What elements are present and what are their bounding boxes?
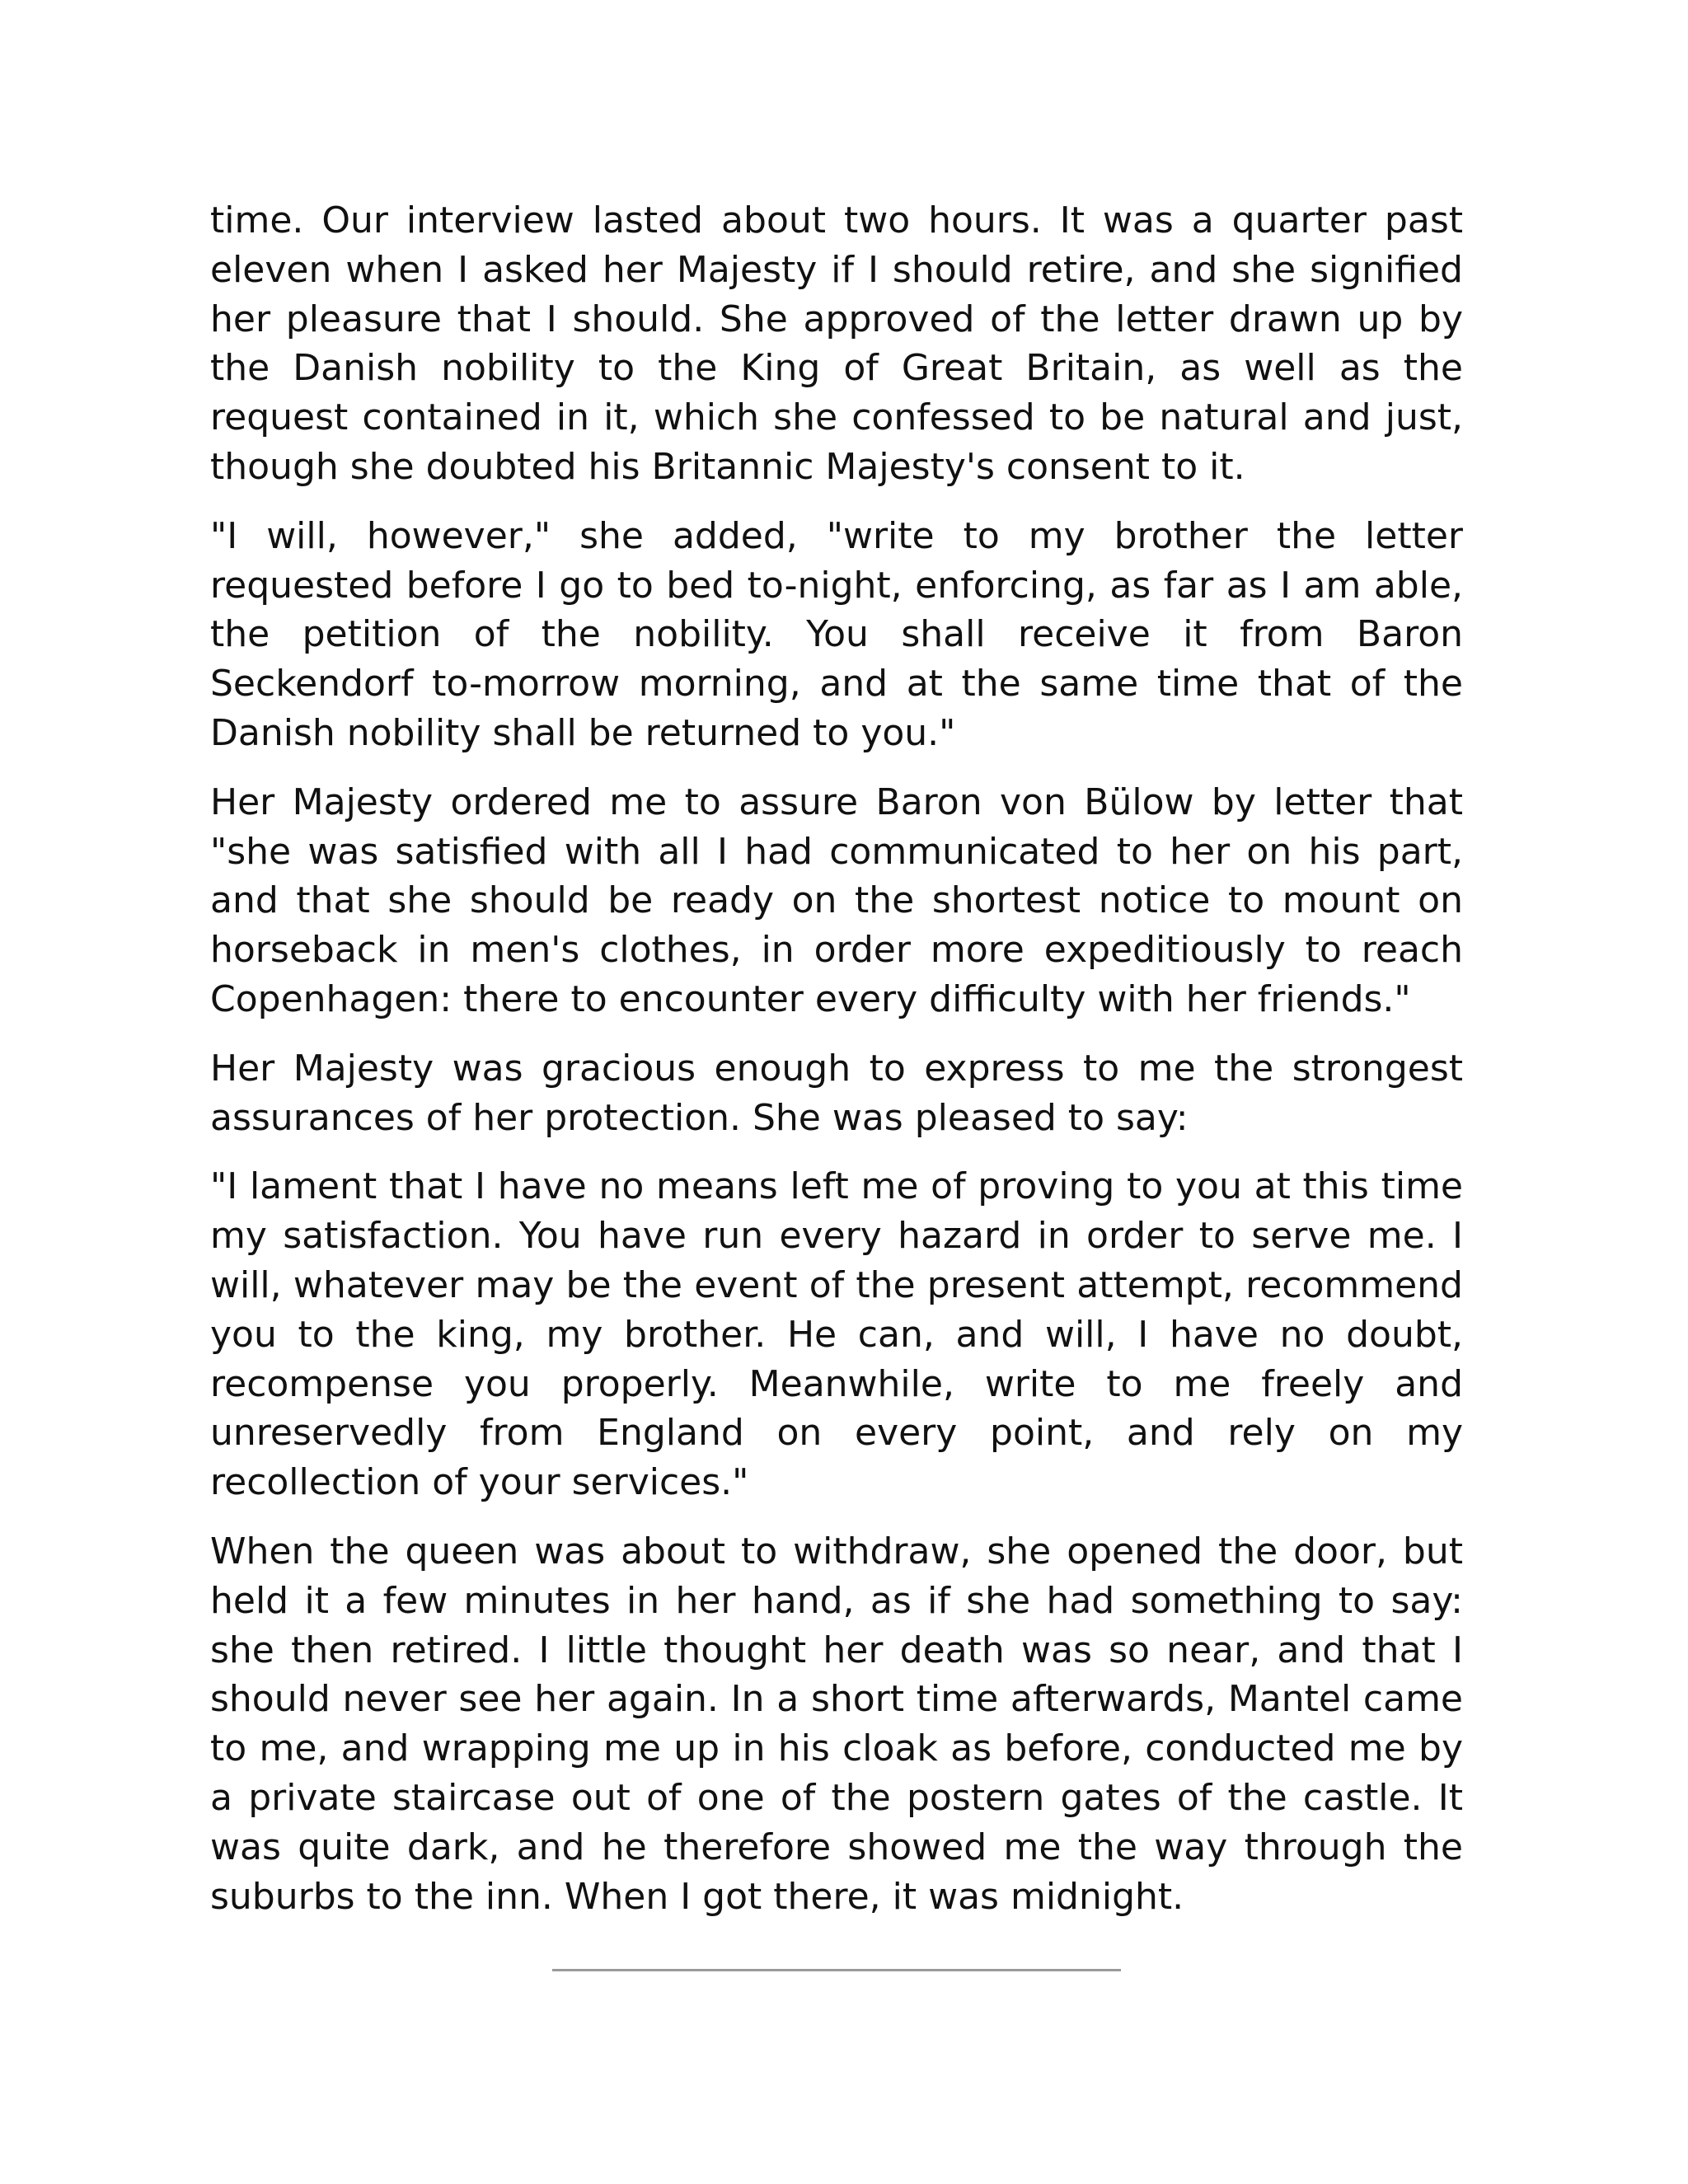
page-body	[210, 196, 1463, 1971]
paragraph-2: "I will, however," she added, "write to my brother the letter requested before I go to bed to-night, enforcing, as far as I am able, the petition of the nobility. You shall receive it from Baron Seckendorf to-morrow morning, and at the same time that of the Danish nobility shall be returned to you."	[210, 514, 1463, 754]
paragraph-3: Her Majesty ordered me to assure Baron von Bülow by letter that "she was satisfied with all I had communicated to her on his part, and that she should be ready on the shortest notice to mount on horseback in men's clothes, in order more expeditiously to reach Copenhagen: there to encounter every difficulty with her friends."	[210, 780, 1463, 1020]
paragraph-6: When the queen was about to withdraw, she opened the door, but held it a few minutes in her hand, as if she had something to say: she then retired. I little thought her death was so near, and that I should never see her again. In a short time afterwards, Mantel came to me, and wrapping me up in his cloak as before, conducted me by a private staircase out of one of the postern gates of the castle. It was quite dark, and he therefore showed me the way through the suburbs to the inn. When I got there, it was midnight.	[210, 1530, 1463, 1918]
paragraph-5: "I lament that I have no means left me of proving to you at this time my satisfaction. You have run every hazard in order to serve me. I will, whatever may be the event of the present attempt, recommend you to the king, my brother. He can, and will, I have no doubt, recompense you properly. Meanwhile, write to me freely and unreservedly from England on every point, and rely on my recollection of your services."	[210, 1165, 1463, 1504]
paragraph-4: Her Majesty was gracious enough to express to me the strongest assurances of her protection. She was pleased to say:	[210, 1047, 1463, 1139]
paragraph-1: time. Our interview lasted about two hours. It was a quarter past eleven when I asked her Majesty if I should retire, and she signified her pleasure that I should. She approved of the letter drawn up by the Danish nobility to the King of Great Britain, as well as the request contained in it, which she confessed to be natural and just, though she doubted his Britannic Majesty's consent to it.	[210, 199, 1463, 488]
section-divider	[552, 1969, 1121, 1971]
